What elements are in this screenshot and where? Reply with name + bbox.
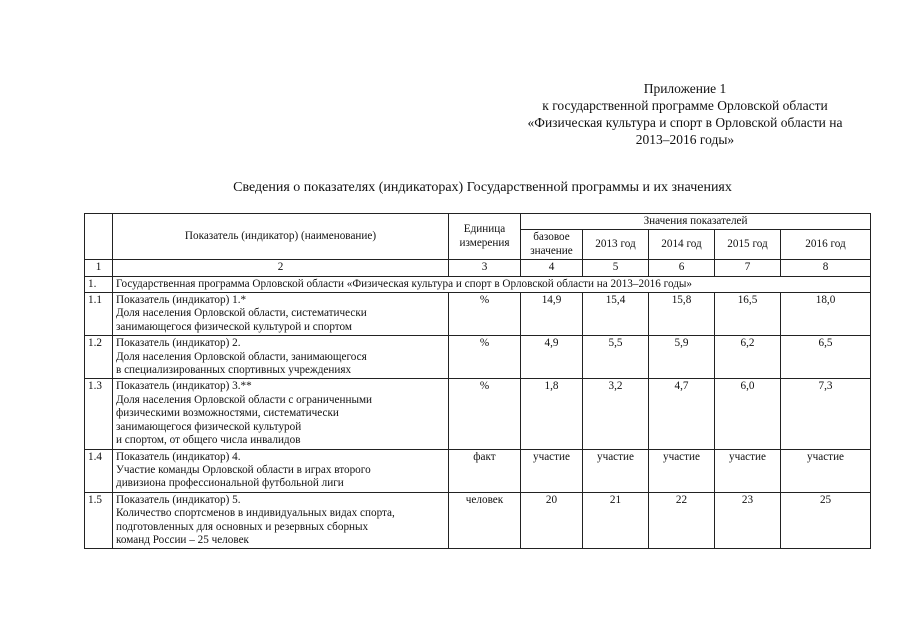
row-2014-value: 22 xyxy=(649,492,715,549)
indicator-text-line: Доля населения Орловской области, систематически xyxy=(116,307,367,320)
indicator-text-line: занимающегося физической культурой и спортом xyxy=(116,320,353,333)
row-unit: % xyxy=(449,379,521,449)
row-2014-value: 15,8 xyxy=(649,293,715,336)
indicator-text-line: в специализированных спортивных учреждениях xyxy=(116,364,352,377)
indicator-text-line: команд России – 25 человек xyxy=(116,533,249,546)
header-2014: 2014 год xyxy=(649,230,715,260)
row-2013-value: 21 xyxy=(583,492,649,549)
indicator-text-line: Количество спортсменов в индивидуальных видах спорта, xyxy=(116,507,395,520)
header-2015: 2015 год xyxy=(715,230,781,260)
col-number: 5 xyxy=(583,260,649,276)
appendix-line: 2013–2016 годы» xyxy=(635,132,735,147)
row-unit: факт xyxy=(449,449,521,492)
table-row xyxy=(85,449,871,492)
indicator-text-line: Показатель (индикатор) 4. xyxy=(116,450,241,463)
row-2014-value: 5,9 xyxy=(649,336,715,379)
header-row xyxy=(85,214,871,230)
header-unit: Единица измерения xyxy=(449,214,521,260)
row-num: 1.3 xyxy=(85,379,113,449)
col-number: 4 xyxy=(521,260,583,276)
row-2015-value: участие xyxy=(715,449,781,492)
col-number: 3 xyxy=(449,260,521,276)
column-number-row xyxy=(85,260,871,276)
col-number: 6 xyxy=(649,260,715,276)
row-num: 1.5 xyxy=(85,492,113,549)
table-row xyxy=(85,492,871,549)
header-values-group: Значения показателей xyxy=(521,214,871,230)
row-indicator-name xyxy=(113,293,449,336)
row-unit: человек xyxy=(449,492,521,549)
indicator-text-line: Показатель (индикатор) 5. xyxy=(116,493,241,506)
header-2016: 2016 год xyxy=(781,230,871,260)
indicator-text-line: Показатель (индикатор) 2. xyxy=(116,337,241,350)
row-unit: % xyxy=(449,293,521,336)
appendix-line: к государственной программе Орловской области xyxy=(542,98,828,113)
row-base-value: 14,9 xyxy=(521,293,583,336)
row-base-value: 1,8 xyxy=(521,379,583,449)
row-num: 1.2 xyxy=(85,336,113,379)
indicator-text-line: Показатель (индикатор) 1.* xyxy=(116,294,247,307)
indicator-text-line: Участие команды Орловской области в играх второго xyxy=(116,463,371,476)
indicator-rows xyxy=(85,293,871,549)
table-row xyxy=(85,379,871,449)
row-2015-value: 6,0 xyxy=(715,379,781,449)
col-number: 7 xyxy=(715,260,781,276)
indicator-text-line: дивизиона профессиональной футбольной лиги xyxy=(116,477,344,490)
row-base-value: 4,9 xyxy=(521,336,583,379)
col-number: 2 xyxy=(113,260,449,276)
indicator-text-line: физическими возможностями, систематически xyxy=(116,407,339,420)
row-indicator-name xyxy=(113,336,449,379)
row-2013-value: 5,5 xyxy=(583,336,649,379)
row-num: 1.1 xyxy=(85,293,113,336)
row-2016-value: 7,3 xyxy=(781,379,871,449)
row-2014-value: участие xyxy=(649,449,715,492)
header-2013: 2013 год xyxy=(583,230,649,260)
table-row xyxy=(85,336,871,379)
row-indicator-name xyxy=(113,379,449,449)
appendix-line: Приложение 1 xyxy=(643,81,727,96)
indicator-text-line: Доля населения Орловской области, занимающегося xyxy=(116,350,367,363)
row-2016-value: 18,0 xyxy=(781,293,871,336)
program-num: 1. xyxy=(85,276,113,292)
row-indicator-name xyxy=(113,449,449,492)
indicator-text-line: занимающегося физической культурой xyxy=(116,420,302,433)
row-2015-value: 16,5 xyxy=(715,293,781,336)
indicators-table xyxy=(84,213,871,549)
row-2014-value: 4,7 xyxy=(649,379,715,449)
header-num xyxy=(85,214,113,260)
row-num: 1.4 xyxy=(85,449,113,492)
table-row xyxy=(85,293,871,336)
program-text: Государственная программа Орловской области «Физическая культура и спорт в Орловской области на 2013–2016 годы» xyxy=(113,276,871,292)
document-title: Сведения о показателях (индикаторах) Государственной программы и их значениях xyxy=(233,180,732,195)
indicator-text-line: Показатель (индикатор) 3.** xyxy=(116,380,252,393)
row-unit: % xyxy=(449,336,521,379)
row-2013-value: участие xyxy=(583,449,649,492)
indicator-text-line: подготовленных для основных и резервных сборных xyxy=(116,520,369,533)
row-2016-value: 25 xyxy=(781,492,871,549)
row-2016-value: 6,5 xyxy=(781,336,871,379)
col-number: 1 xyxy=(85,260,113,276)
indicator-text-line: и спортом, от общего числа инвалидов xyxy=(116,434,301,447)
row-2015-value: 23 xyxy=(715,492,781,549)
row-2013-value: 15,4 xyxy=(583,293,649,336)
row-2013-value: 3,2 xyxy=(583,379,649,449)
program-row xyxy=(85,276,871,292)
row-base-value: участие xyxy=(521,449,583,492)
row-2015-value: 6,2 xyxy=(715,336,781,379)
header-base: базовое значение xyxy=(521,230,583,260)
appendix-header xyxy=(500,80,870,148)
header-name: Показатель (индикатор) (наименование) xyxy=(113,214,449,260)
row-base-value: 20 xyxy=(521,492,583,549)
indicator-text-line: Доля населения Орловской области с ограниченными xyxy=(116,393,373,406)
col-number: 8 xyxy=(781,260,871,276)
row-indicator-name xyxy=(113,492,449,549)
row-2016-value: участие xyxy=(781,449,871,492)
appendix-line: «Физическая культура и спорт в Орловской области на xyxy=(527,115,843,130)
